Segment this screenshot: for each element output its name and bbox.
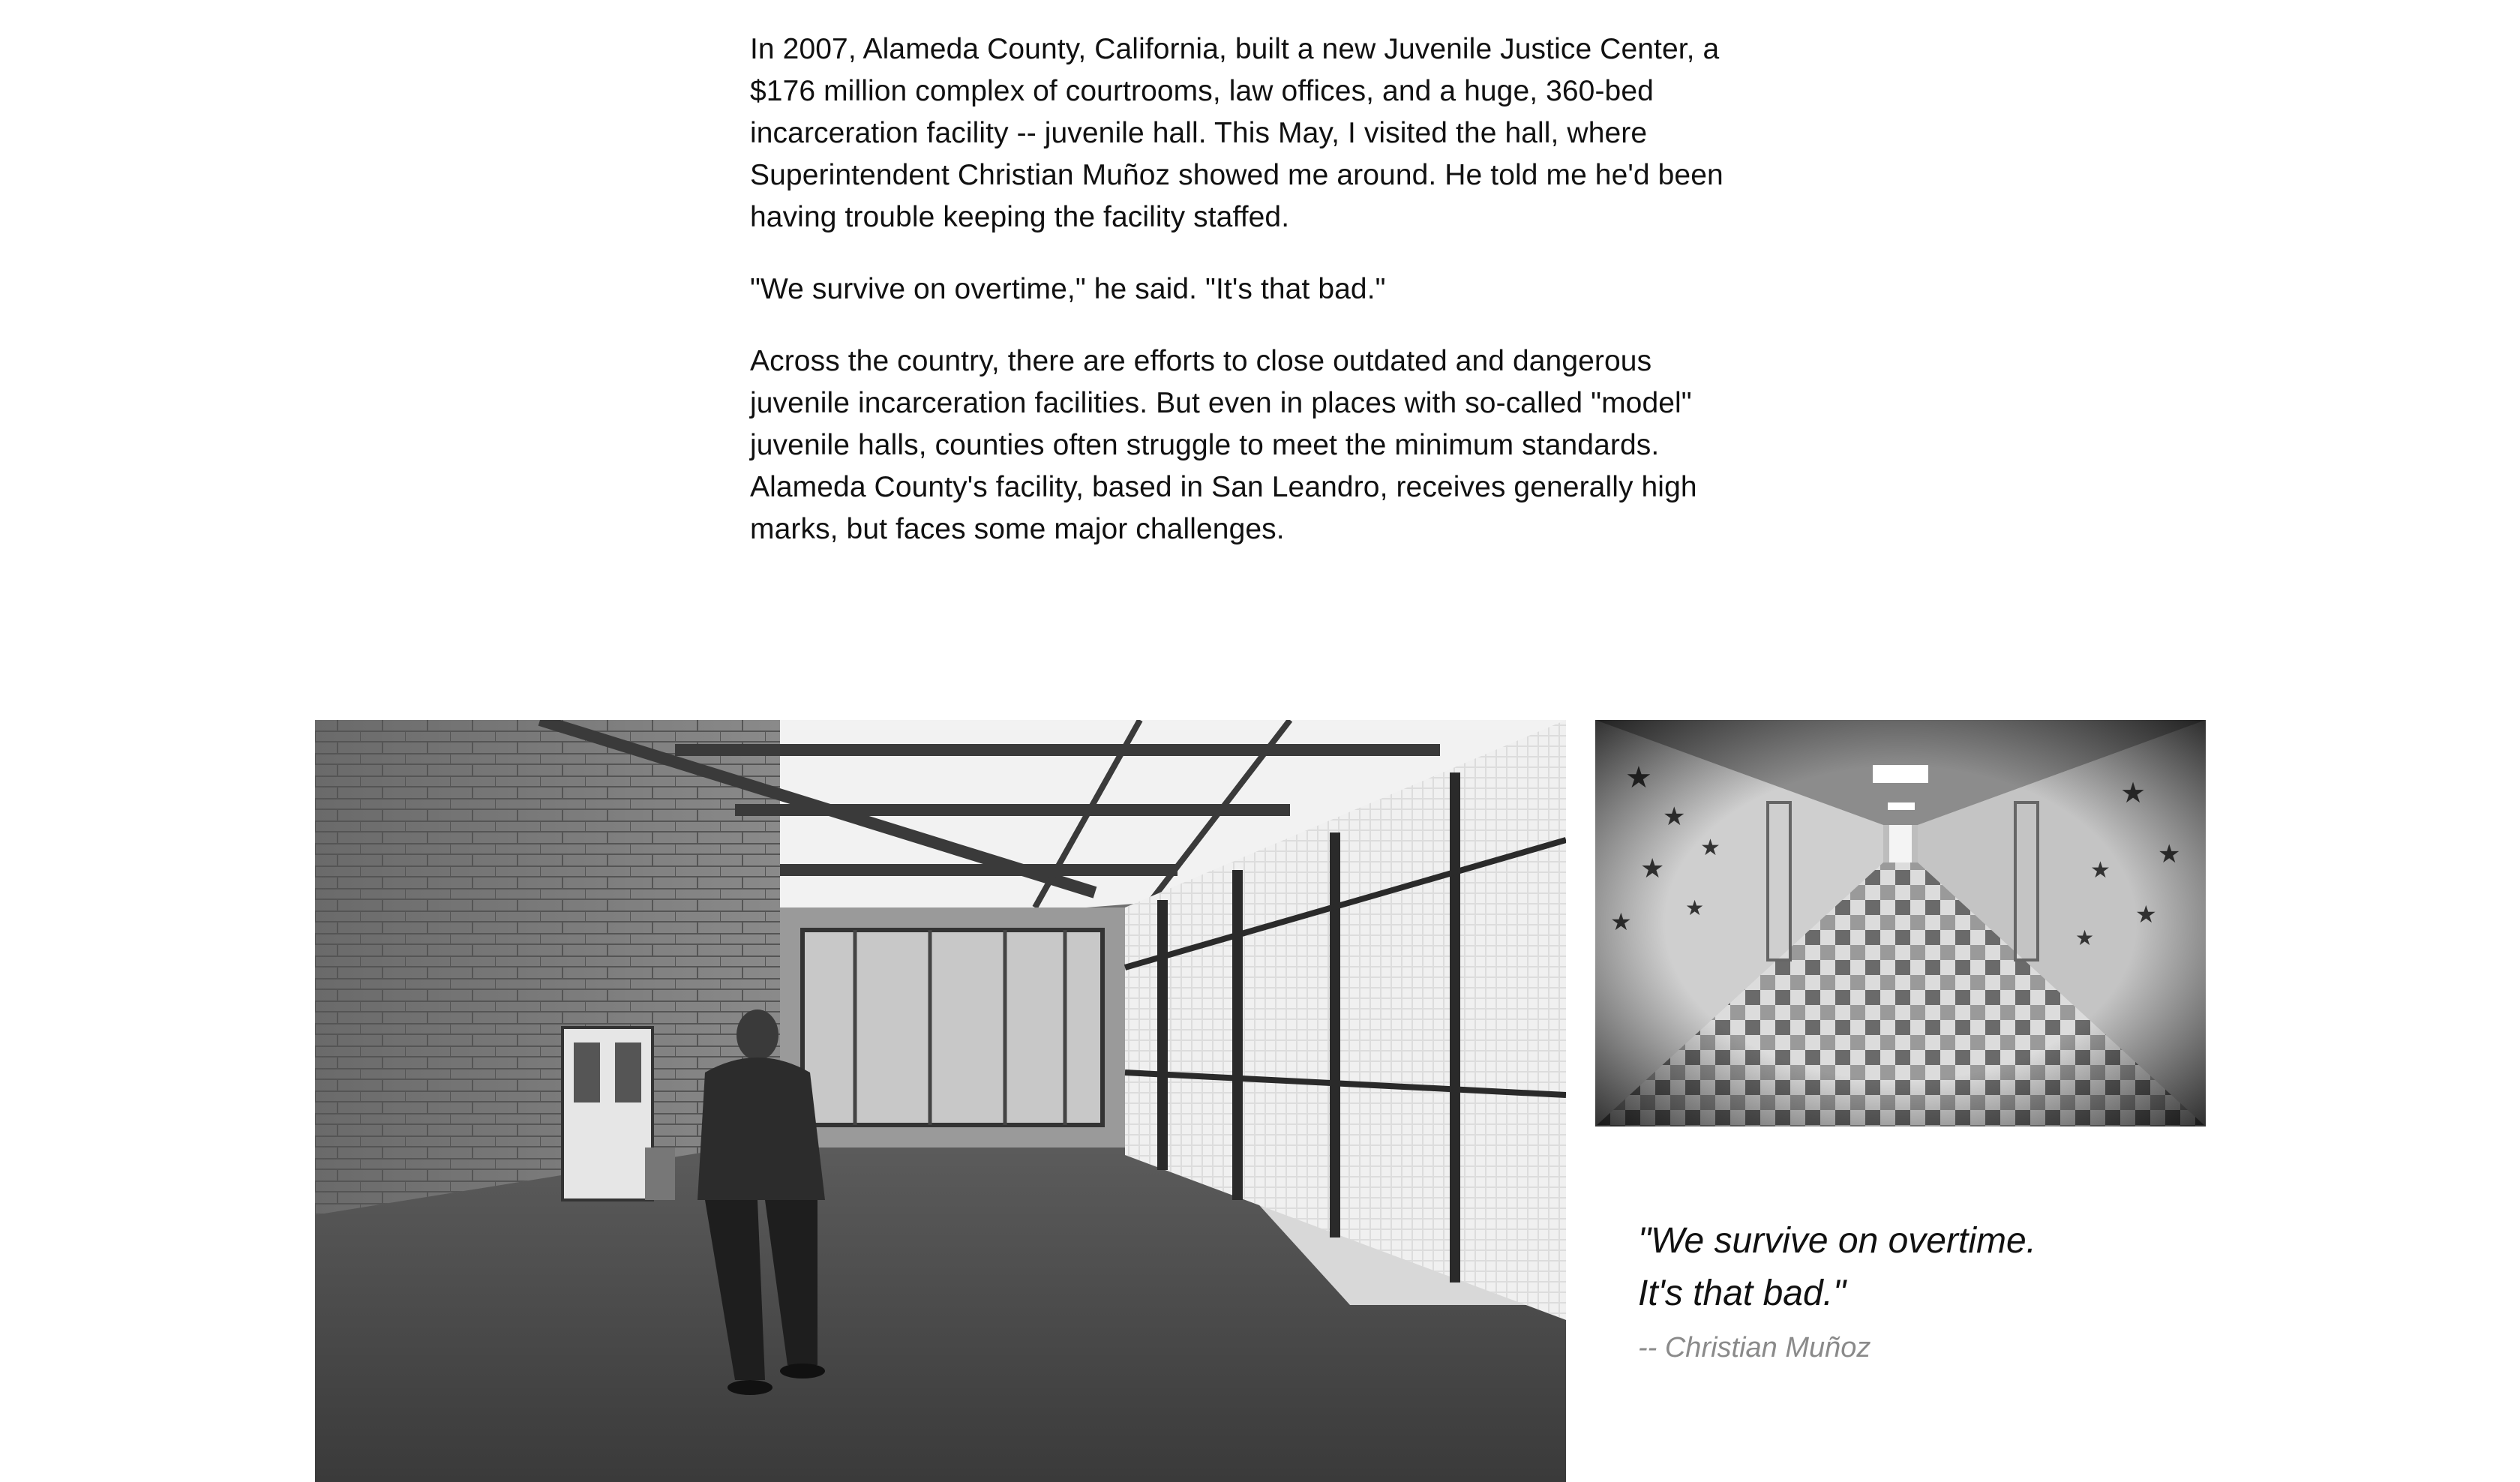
- pull-quote-attribution: -- Christian Muñoz: [1638, 1332, 1871, 1364]
- pull-quote-line: "We survive on overtime.: [1638, 1221, 2036, 1261]
- pull-quote: [1638, 1215, 2178, 1366]
- pull-quote-line: It's that bad.": [1638, 1274, 1846, 1313]
- article-body: [750, 28, 1755, 580]
- hallway-photo: [1595, 720, 2206, 1126]
- article-paragraph: In 2007, Alameda County, California, built a new Juvenile Justice Center, a $176 million complex of courtrooms, law offices, and a huge, 360-bed incarceration facility -- juvenile hall. This May, I visited the hall, where Superintendent Christian Muñoz showed me around. He told me he'd been having trouble keeping the facility staffed.: [750, 33, 1724, 233]
- walkway-photo: [315, 720, 1566, 1482]
- article-paragraph: "We survive on overtime," he said. "It's that bad.": [750, 273, 1386, 305]
- article-paragraph: Across the country, there are efforts to close outdated and dangerous juvenile incarceration facilities. But even in places with so-called "model" juvenile halls, counties often struggle to meet the minimum standards. Alameda County's facility, based in San Leandro, receives generally high marks, but faces some major challenges.: [750, 345, 1697, 545]
